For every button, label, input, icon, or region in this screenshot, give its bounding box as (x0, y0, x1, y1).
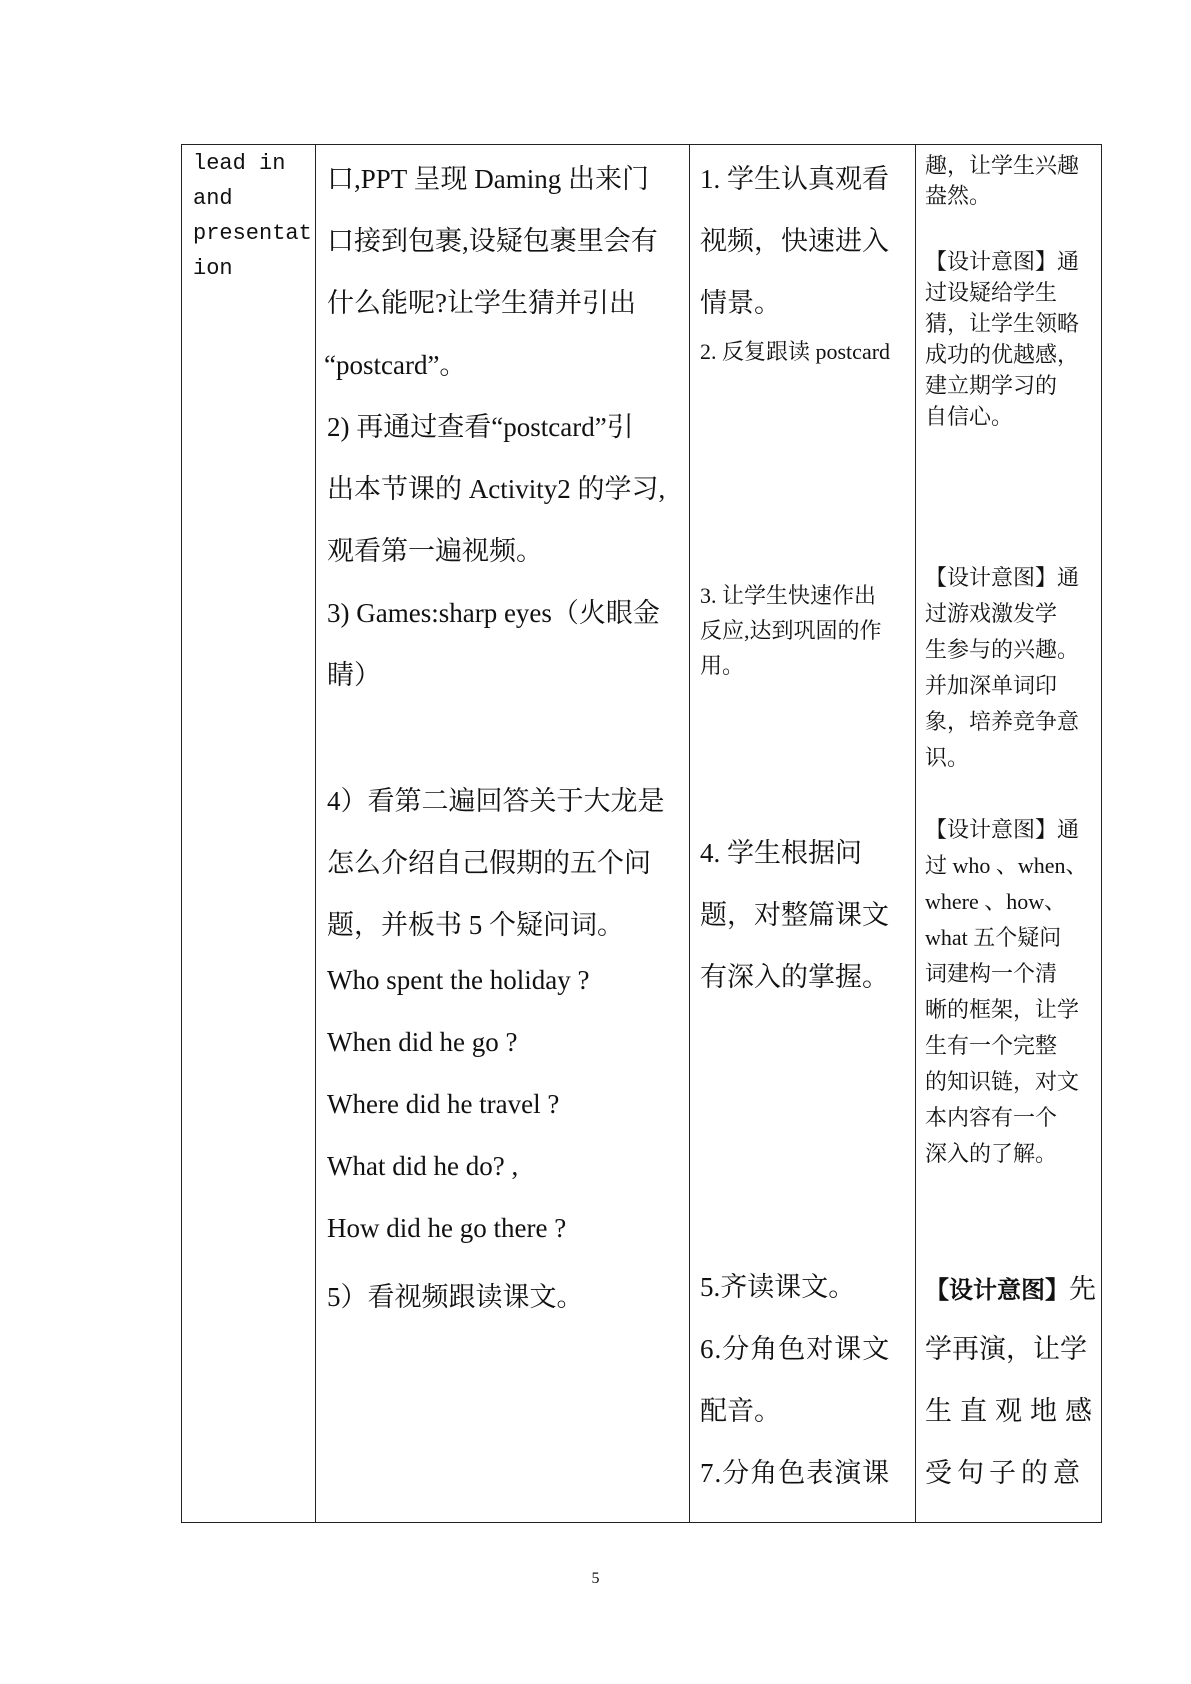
stage-line: ion (193, 256, 233, 281)
design-intent-column (916, 145, 1101, 1522)
intent-line: 生直观地感 (925, 1396, 1100, 1426)
intent-line: 成功的优越感， (925, 342, 1080, 367)
intent-line: 受句子的意 (925, 1458, 1085, 1488)
procedure-line: 睛） (327, 660, 381, 690)
procedure-line: 口,PPT 呈现 Daming 出来门 (327, 164, 650, 194)
student-line: 用。 (700, 653, 745, 678)
student-line: 5.齐读课文。 (700, 1272, 856, 1302)
intent-line: 学再演，让学 (925, 1334, 1087, 1364)
intent-line: 【设计意图】通 (925, 249, 1080, 274)
intent-line: 并加深单词印 (925, 673, 1058, 698)
intent-line: where 、how、 (925, 889, 1067, 914)
procedure-line: What did he do? , (327, 1151, 519, 1181)
procedure-line: How did he go there ? (327, 1213, 567, 1243)
student-line: 7.分角色表演课 (700, 1458, 891, 1488)
intent-line: 【设计意图】通 (925, 817, 1080, 842)
student-line: 情景。 (700, 288, 781, 318)
procedure-line: 口接到包裹,设疑包裹里会有 (327, 226, 658, 256)
intent-line: 过游戏激发学 (925, 601, 1058, 626)
intent-line: 晰的框架，让学 (925, 997, 1080, 1022)
lesson-plan-table (181, 144, 1102, 1523)
intent-line: 词建构一个清 (925, 961, 1058, 986)
intent-line: 本内容有一个 (925, 1105, 1058, 1130)
procedure-line: When did he go ? (327, 1027, 518, 1057)
student-line: 反应,达到巩固的作 (700, 618, 882, 643)
page-number: 5 (591, 1570, 600, 1587)
intent-line: 猜，让学生领略 (925, 311, 1080, 336)
student-activity-column (690, 145, 916, 1522)
intent-line: 生有一个完整 (925, 1033, 1058, 1058)
procedure-line: 怎么介绍自己假期的五个问 (327, 848, 651, 878)
intent-line: 建立期学习的 (925, 373, 1058, 398)
intent-line: 【设计意图】通 (925, 565, 1080, 590)
student-line: 视频，快速进入 (700, 226, 889, 256)
intent-line: 生参与的兴趣。 (925, 637, 1080, 662)
student-line: 有深入的掌握。 (700, 962, 889, 992)
procedure-line: 3) Games:sharp eyes（火眼金 (327, 598, 660, 628)
stage-line: lead in (193, 151, 286, 176)
procedure-line: 观看第一遍视频。 (327, 536, 543, 566)
student-line: 3. 让学生快速作出 (700, 583, 877, 608)
procedure-column (316, 145, 690, 1522)
stage-column (182, 145, 316, 1522)
intent-line (925, 1267, 1096, 1306)
intent-line: what 五个疑问 (925, 925, 1062, 950)
intent-line: 过设疑给学生 (925, 280, 1058, 305)
intent-text: 先 (1069, 1274, 1096, 1304)
student-line: 2. 反复跟读 postcard (700, 339, 891, 364)
intent-line: 盎然。 (925, 183, 992, 208)
stage-line: and (193, 186, 233, 211)
student-line: 1. 学生认真观看 (700, 164, 889, 194)
intent-line: 象，培养竞争意 (925, 709, 1080, 734)
procedure-line: 题，并板书 5 个疑问词。 (327, 910, 624, 940)
intent-line: 深入的了解。 (925, 1141, 1058, 1166)
procedure-line: Who spent the holiday ? (327, 965, 590, 995)
student-line: 题，对整篇课文 (700, 900, 889, 930)
student-line: 4. 学生根据问 (700, 838, 862, 868)
stage-line: presentat (193, 221, 312, 246)
procedure-line: 4）看第二遍回答关于大龙是 (327, 786, 665, 816)
intent-line: 自信心。 (925, 404, 1014, 429)
intent-line: 趣，让学生兴趣 (925, 153, 1080, 178)
procedure-line: Where did he travel ? (327, 1089, 560, 1119)
student-line: 配音。 (700, 1396, 781, 1426)
intent-tag: 【设计意图】 (925, 1278, 1069, 1304)
procedure-line: 出本节课的 Activity2 的学习, (327, 474, 666, 504)
procedure-line: 5）看视频跟读课文。 (327, 1282, 584, 1312)
procedure-line: 2) 再通过查看“postcard”引 (327, 412, 634, 442)
procedure-line: 什么能呢?让学生猜并引出 (327, 288, 636, 318)
intent-line: 识。 (925, 745, 970, 770)
student-line: 6.分角色对课文 (700, 1334, 891, 1364)
intent-line: 的知识链，对文 (925, 1069, 1080, 1094)
procedure-line: “postcard”。 (324, 350, 467, 380)
intent-line: 过 who 、when、 (925, 853, 1088, 878)
